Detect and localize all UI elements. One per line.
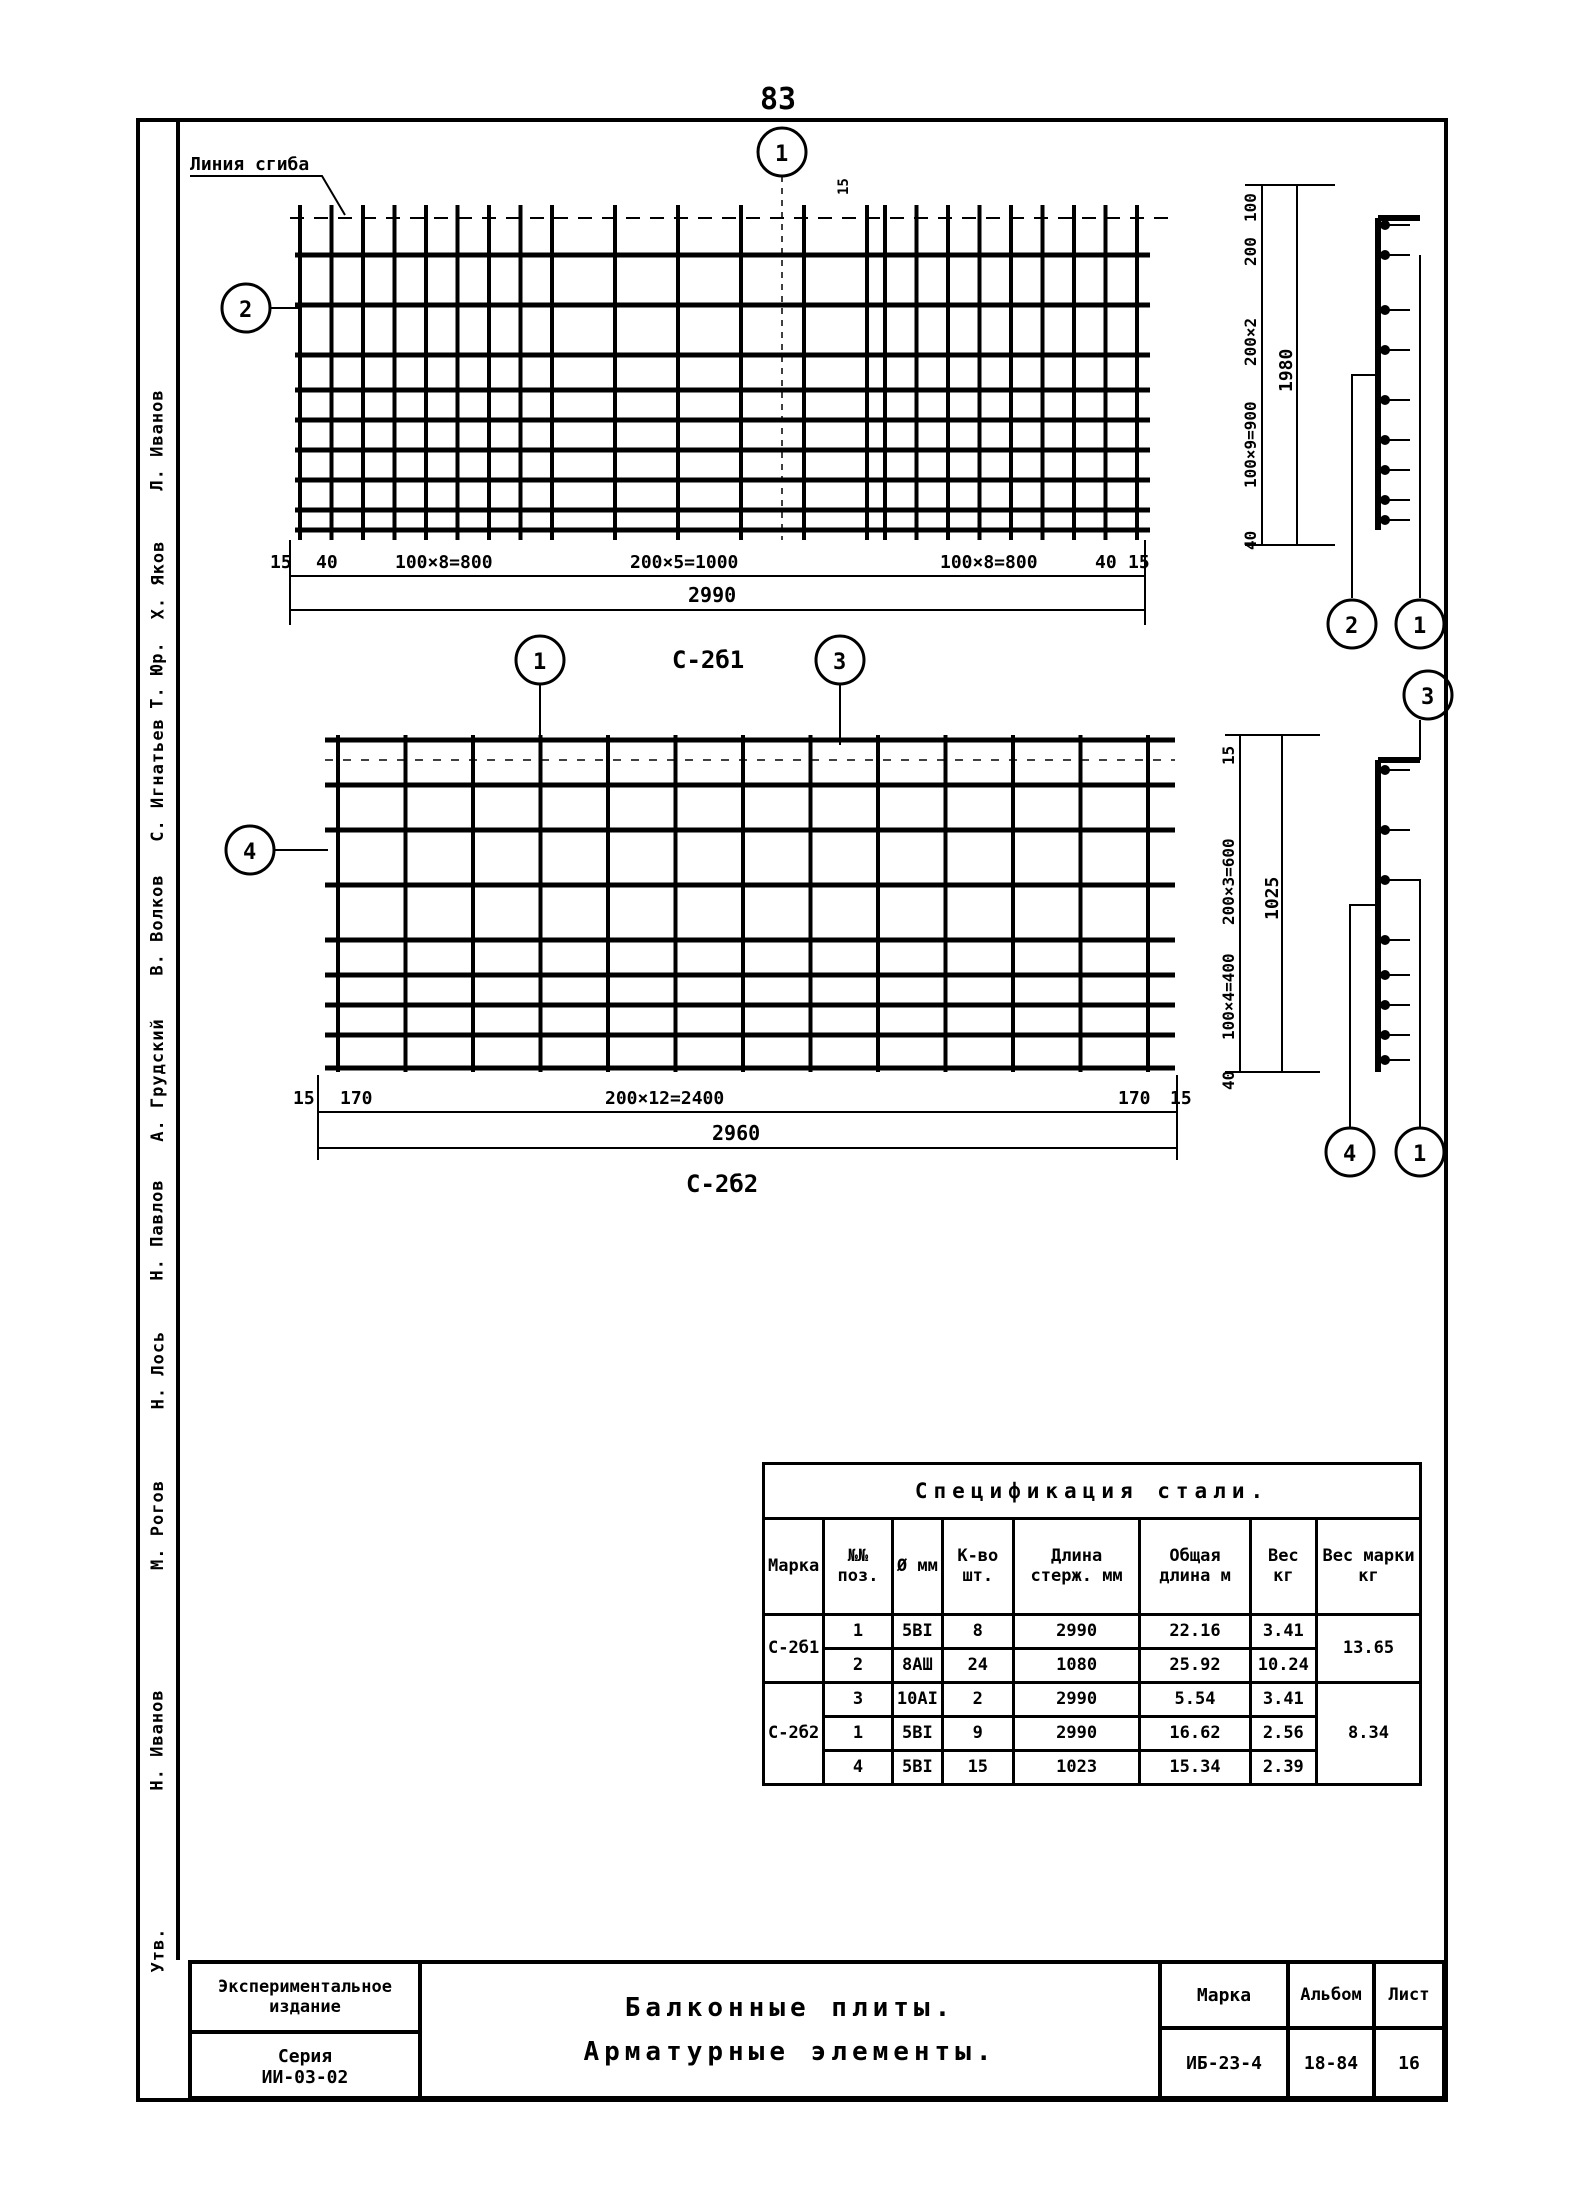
section-bottom-bars: [1380, 765, 1410, 1065]
section-callout-1a: [1396, 600, 1444, 648]
sidebar-name-2: М. Рогов: [148, 1480, 169, 1570]
publisher-line2: издание: [269, 1997, 341, 2017]
album-label: Альбом: [1290, 1964, 1376, 2030]
mark-value: ИБ-23-4: [1162, 2030, 1290, 2096]
spec-header: Марка: [764, 1519, 824, 1615]
table-row: 2 8АШ 24 1080 25.92 10.24: [764, 1649, 1421, 1683]
table-row: С-2б2 3 10АI 2 2990 5.54 3.41 8.34: [764, 1683, 1421, 1717]
title-line1: Балконные плиты.: [624, 1993, 956, 2023]
spec-header: Длина стерж. мм: [1013, 1519, 1140, 1615]
mesh-top: [290, 205, 1170, 540]
top-dim-1: 40: [316, 552, 338, 573]
section-top: [1352, 218, 1420, 598]
spec-header: Вес кг: [1250, 1519, 1316, 1615]
sidebar-name-4: Н. Павлов: [148, 1179, 168, 1281]
top-side-dim-1: 100×9=900: [1241, 401, 1260, 488]
top-dim-6: 15: [1128, 552, 1150, 573]
title-line2: Арматурные элементы.: [583, 2037, 997, 2067]
spec-header: Общая длина м: [1140, 1519, 1250, 1615]
svg-text:1: 1: [1413, 614, 1427, 639]
top-side-dim-4: 100: [1241, 193, 1260, 222]
sidebar-name-1: Н. Иванов: [148, 1689, 168, 1791]
top-dim-2: 100×8=800: [395, 552, 493, 573]
sidebar-name-5: А. Грудский: [148, 1018, 168, 1142]
section-callout-2: [1328, 600, 1376, 648]
bottom-dimensions: [318, 1075, 1177, 1160]
spec-header: Ø мм: [892, 1519, 942, 1615]
sidebar-name-8: Т. Юр.: [148, 641, 169, 709]
top-mesh-mark: С-2б1: [672, 646, 745, 674]
bottom-dim-4: 15: [1170, 1088, 1192, 1109]
top-side-dim-2: 200×2: [1241, 317, 1260, 366]
svg-text:3: 3: [833, 650, 847, 675]
top-small-dim: 15: [836, 178, 852, 195]
svg-text:4: 4: [1343, 1142, 1357, 1167]
series-cell: [192, 2034, 422, 2100]
top-dim-0: 15: [270, 552, 292, 573]
table-row: 4 5ВI 15 1023 15.34 2.39: [764, 1751, 1421, 1785]
section-callout-1b: [1396, 1128, 1444, 1176]
sidebar-name-9: Х. Яков: [148, 540, 168, 620]
bend-line-leader: [190, 176, 345, 215]
top-side-dim-0: 40: [1241, 530, 1260, 550]
callout-top-2: [222, 284, 300, 332]
bottom-dim-1: 170: [340, 1088, 373, 1109]
svg-text:1: 1: [533, 650, 547, 675]
mark-label: Марка: [1162, 1964, 1290, 2030]
bottom-dim-2: 200×12=2400: [605, 1088, 725, 1109]
svg-text:4: 4: [243, 840, 257, 865]
series-value: ИИ-03-02: [261, 2067, 349, 2088]
series-label: Серия: [277, 2046, 333, 2067]
sheet-value: 16: [1398, 2052, 1420, 2074]
page-number: 83: [760, 82, 797, 117]
top-dim-4: 100×8=800: [940, 552, 1038, 573]
sidebar-name-7: С. Игнатьев: [148, 718, 168, 842]
bottom-side-dim-0: 40: [1219, 1070, 1238, 1090]
top-overall-length: 2990: [688, 583, 737, 607]
bottom-side-dim-3: 15: [1219, 745, 1238, 765]
top-dim-3: 200×5=1000: [630, 552, 739, 573]
top-dim-5: 40: [1095, 552, 1117, 573]
table-row: 1 5ВI 9 2990 16.62 2.56: [764, 1717, 1421, 1751]
bottom-side-dim-2: 200×3=600: [1219, 838, 1238, 925]
steel-spec-table: [762, 1462, 1422, 1786]
section-bottom: [1350, 720, 1420, 1128]
callout-bottom-4: [226, 826, 328, 874]
spec-header: Вес марки кг: [1317, 1519, 1421, 1615]
sidebar-name-10: Л. Иванов: [148, 389, 168, 491]
sidebar-name-0: Утв.: [148, 1927, 169, 1973]
svg-text:2: 2: [1345, 614, 1359, 639]
approval-sidebar: [138, 120, 178, 2040]
sidebar-name-6: В. Волков: [148, 874, 168, 976]
svg-text:1: 1: [775, 142, 789, 167]
bottom-side-dim-1: 100×4=400: [1219, 953, 1238, 1040]
publisher-cell: [192, 1964, 422, 2034]
top-side-total: 1980: [1276, 348, 1297, 392]
sheet-label: Лист: [1376, 1964, 1442, 2030]
spec-header: №№ поз.: [824, 1519, 893, 1615]
publisher-line1: Экспериментальное: [218, 1977, 392, 1997]
svg-text:1: 1: [1413, 1142, 1427, 1167]
bottom-side-total: 1025: [1262, 876, 1283, 920]
bend-line-note: Линия сгиба: [190, 154, 310, 175]
bottom-mesh-mark: С-2б2: [686, 1170, 759, 1198]
bottom-inner-length: 2960: [712, 1121, 761, 1145]
svg-text:2: 2: [239, 298, 253, 323]
bottom-dim-3: 170: [1118, 1088, 1151, 1109]
spec-header: К-во шт.: [942, 1519, 1013, 1615]
table-row: С-2б1 1 5ВI 8 2990 22.16 3.41 13.65: [764, 1615, 1421, 1649]
section-top-bars: [1380, 220, 1410, 525]
section-callout-4: [1326, 1128, 1374, 1176]
bottom-dim-0: 15: [293, 1088, 315, 1109]
sheet-title: [422, 1964, 1162, 2096]
svg-text:3: 3: [1421, 685, 1435, 710]
sidebar-name-3: Н. Лось: [148, 1330, 168, 1410]
mesh-bottom: [325, 735, 1175, 1072]
callout-bottom-3: [816, 636, 864, 745]
title-block: [188, 1960, 1446, 2100]
top-side-dim-3: 200: [1241, 237, 1260, 266]
spec-title: Спецификация стали.: [764, 1464, 1421, 1519]
album-value: 18-84: [1290, 2030, 1376, 2096]
